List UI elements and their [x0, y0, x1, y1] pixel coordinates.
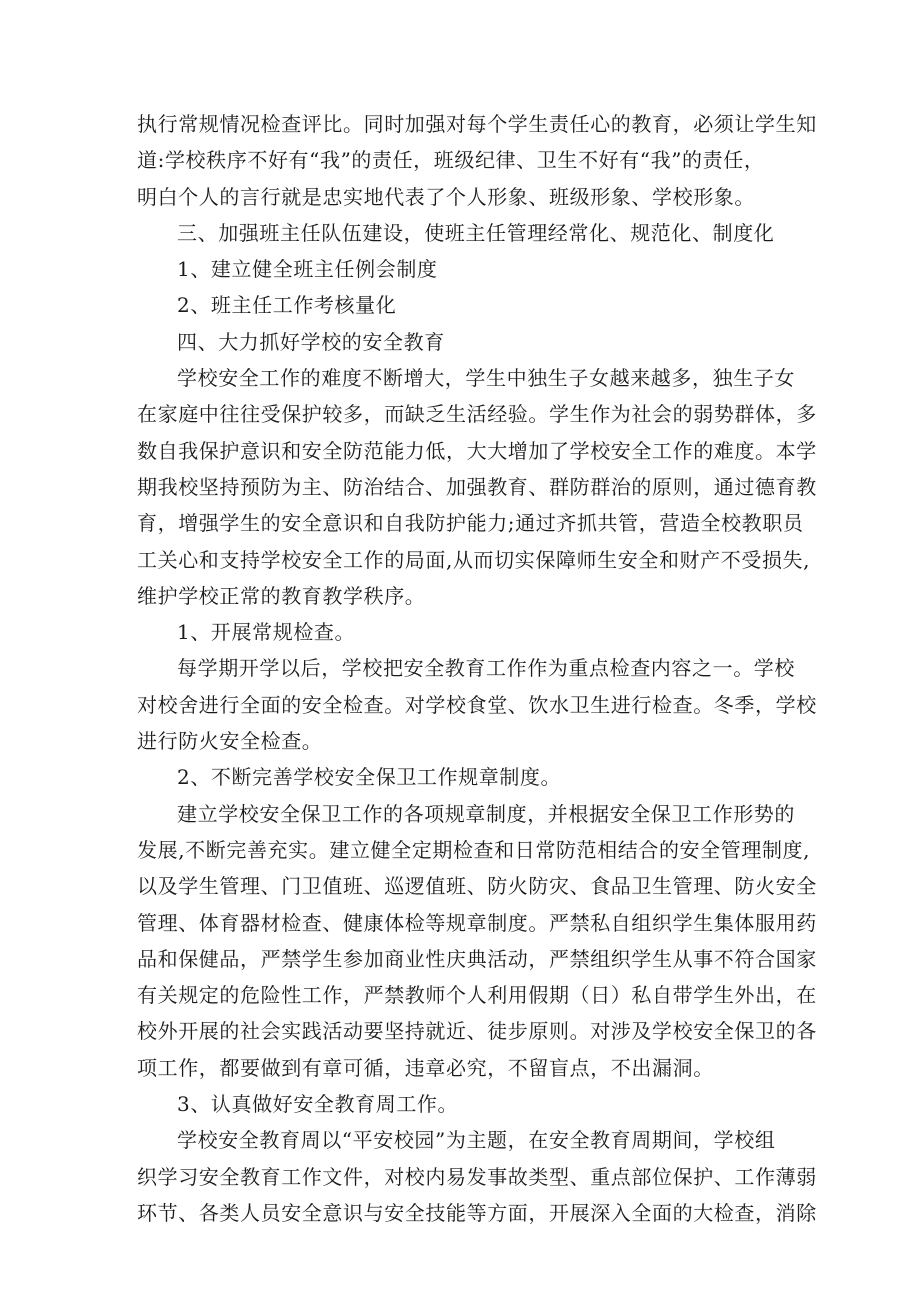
text-line: 工关心和支持学校安全工作的局面,从而切实保障师生安全和财产不受损失, — [137, 547, 811, 572]
document-body — [137, 106, 817, 1231]
text-line: 2、班主任工作考核量化 — [177, 293, 397, 318]
text-line: 三、加强班主任队伍建设，使班主任管理经常化、规范化、制度化 — [177, 220, 775, 245]
text-line: 有关规定的危险性工作，严禁教师个人利用假期（日）私自带学生外出，在 — [137, 983, 817, 1008]
text-line: 环节、各类人员安全意识与安全技能等方面，开展深入全面的大检查，消除 — [137, 1200, 817, 1225]
text-line: 在家庭中往往受保护较多，而缺乏生活经验。学生作为社会的弱势群体，多 — [137, 402, 817, 427]
text-line: 对校舍进行全面的安全检查。对学校食堂、饮水卫生进行检查。冬季，学校 — [137, 692, 817, 717]
text-line: 发展,不断完善充实。建立健全定期检查和日常防范相结合的安全管理制度, — [137, 837, 811, 862]
text-line: 进行防火安全检查。 — [137, 729, 323, 754]
text-line: 明白个人的言行就是忠实地代表了个人形象、班级形象、学校形象。 — [137, 184, 755, 209]
text-line: 育，增强学生的安全意识和自我防护能力;通过齐抓共管，营造全校教职员 — [137, 511, 804, 536]
text-line: 3、认真做好安全教育周工作。 — [177, 1092, 459, 1117]
text-line: 维护学校正常的教育教学秩序。 — [137, 583, 426, 608]
text-line: 四、大力抓好学校的安全教育 — [177, 329, 445, 354]
text-line: 品和保健品，严禁学生参加商业性庆典活动，严禁组织学生从事不符合国家 — [137, 946, 817, 971]
text-line: 期我校坚持预防为主、防治结合、加强教育、群防群治的原则，通过德育教 — [137, 474, 817, 499]
text-line: 1、开展常规检查。 — [177, 620, 356, 645]
text-line: 每学期开学以后，学校把安全教育工作作为重点检查内容之一。学校 — [177, 656, 795, 681]
text-line: 学校安全教育周以“平安校园”为主题，在安全教育周期间，学校组 — [177, 1128, 776, 1153]
text-line: 学校安全工作的难度不断增大，学生中独生子女越来越多，独生子女 — [177, 366, 795, 391]
text-line: 管理、体育器材检查、健康体检等规章制度。严禁私自组织学生集体服用药 — [137, 910, 817, 935]
text-line: 校外开展的社会实践活动要坚持就近、徒步原则。对涉及学校安全保卫的各 — [137, 1019, 817, 1044]
text-line: 执行常规情况检查评比。同时加强对每个学生责任心的教育，必须让学生知 — [137, 112, 817, 136]
text-line: 织学习安全教育工作文件，对校内易发事故类型、重点部位保护、工作薄弱 — [137, 1164, 817, 1189]
text-line: 2、不断完善学校安全保卫工作规章制度。 — [177, 765, 562, 790]
text-line: 道:学校秩序不好有“我”的责任，班级纪律、卫生不好有“我”的责任， — [137, 148, 765, 173]
text-line: 项工作，都要做到有章可循，违章必究，不留盲点，不出漏洞。 — [137, 1055, 714, 1080]
text-line: 数自我保护意识和安全防范能力低，大大增加了学校安全工作的难度。本学 — [137, 438, 817, 463]
text-line: 建立学校安全保卫工作的各项规章制度，并根据安全保卫工作形势的 — [177, 801, 795, 826]
text-line: 以及学生管理、门卫值班、巡逻值班、防火防灾、食品卫生管理、防火安全 — [137, 874, 817, 899]
text-line: 1、建立健全班主任例会制度 — [177, 257, 438, 282]
